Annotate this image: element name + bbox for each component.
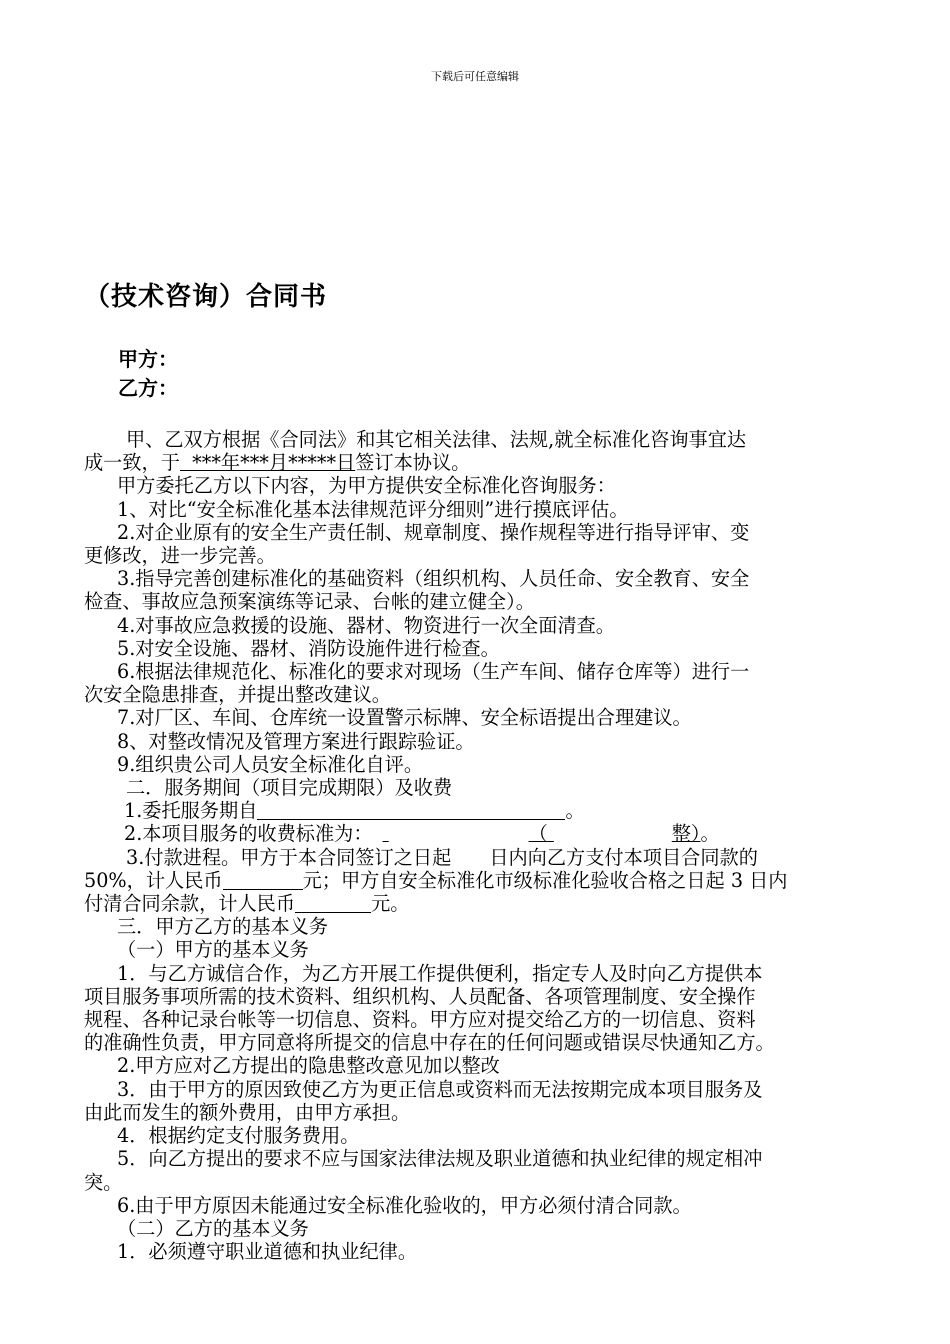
service-item-2: 2.对企业原有的安全生产责任制、规章制度、操作规程等进行指导评审、变 — [117, 520, 750, 544]
fee-words-blank — [548, 822, 672, 845]
party-a-duty-4: 4．根据约定支付服务费用。 — [117, 1124, 360, 1148]
payment-text-c: 50%，计人民币 — [84, 868, 223, 892]
contract-body — [84, 428, 874, 1263]
service-item-4: 4.对事故应急救援的设施、器材、物资进行一次全面清查。 — [117, 613, 615, 637]
section-3-1-heading: （一）甲方的基本义务 — [117, 938, 309, 962]
service-period-end: 。 — [565, 799, 585, 823]
party-a-duty-1-cont-3: 的准确性负责，甲方同意将所提交的信息中存在的任何问题或错误尽快通知乙方。 — [84, 1031, 775, 1055]
service-item-1: 1、对比“安全标准化基本法律规范评分细则”进行摸底评估。 — [117, 497, 629, 521]
payment-line-3 — [84, 892, 874, 915]
balance-payment-blank — [295, 894, 371, 913]
service-item-7: 7.对厂区、车间、仓库统一设置警示标牌、安全标语提出合理建议。 — [117, 706, 692, 730]
service-item-6: 6.根据法律规范化、标准化的要求对现场（生产车间、储存仓库等）进行一 — [117, 660, 750, 684]
sign-date: ***年***月*****日 — [179, 451, 356, 475]
intro-line-2 — [84, 451, 874, 474]
payment-line-2 — [84, 869, 874, 892]
party-a-duty-1-cont-1: 项目服务事项所需的技术资料、组织机构、人员配备、各项管理制度、安全操作 — [84, 984, 756, 1008]
fee-standard-line — [84, 822, 874, 845]
service-item-8: 8、对整改情况及管理方案进行跟踪验证。 — [117, 729, 475, 753]
party-a-duty-3-cont: 由此而发生的额外费用，由甲方承担。 — [84, 1100, 411, 1124]
fee-amount-blank — [383, 822, 529, 845]
service-item-9: 9.组织贵公司人员安全标准化自评。 — [117, 752, 424, 776]
party-a-duty-5-cont: 突。 — [84, 1170, 123, 1194]
payment-text-f: 元。 — [371, 892, 410, 916]
fee-gap — [373, 825, 383, 843]
party-a-duty-1: 1．与乙方诚信合作，为乙方开展工作提供便利，指定专人及时向乙方提供本 — [117, 961, 763, 985]
party-a-duty-2: 2.甲方应对乙方提出的隐患整改意见加以整改 — [117, 1054, 500, 1078]
service-item-3: 3.指导完善创建标准化的基础资料（组织机构、人员任命、安全教育、安全 — [117, 567, 750, 591]
party-b-label: 乙方： — [118, 376, 178, 400]
intro-text-end: 签订本协议。 — [355, 451, 471, 475]
intro-line-1: 甲、乙双方根据《合同法》和其它相关法律、法规,就全标准化咨询事宜达 — [126, 428, 747, 451]
document-title: （技术咨询）合同书 — [84, 282, 328, 312]
service-period-label: 1.委托服务期自 — [124, 799, 258, 823]
party-a-duty-3: 3．由于甲方的原因致使乙方为更正信息或资料而无法按期完成本项目服务及 — [117, 1077, 763, 1101]
payment-line-1 — [84, 846, 874, 869]
first-payment-blank — [223, 871, 303, 890]
service-item-3-cont: 检查、事故应急预案演练等记录、台帐的建立健全）。 — [84, 590, 535, 614]
header-note: 下载后可任意编辑 — [431, 70, 519, 83]
payment-text-e: 付清合同余款，计人民币 — [84, 892, 296, 916]
party-a-label: 甲方： — [118, 347, 178, 371]
fee-paren-open: （ — [528, 822, 548, 846]
service-period-line — [84, 799, 874, 822]
section-3-2-heading: （二）乙方的基本义务 — [117, 1216, 309, 1240]
payment-text-d: 元；甲方自安全标准化市级标准化验收合格之日起 3 日内 — [302, 868, 788, 892]
section-3-heading: 三．甲方乙方的基本义务 — [117, 915, 329, 939]
commission-line: 甲方委托乙方以下内容，为甲方提供安全标准化咨询服务： — [117, 474, 616, 498]
party-a-duty-5: 5．向乙方提出的要求不应与国家法律法规及职业道德和执业纪律的规定相冲 — [117, 1147, 763, 1171]
service-item-2-cont: 更修改，进一步完善。 — [84, 544, 276, 568]
fee-paren-close: 整） — [671, 822, 701, 846]
service-item-5: 5.对安全设施、器材、消防设施件进行检查。 — [117, 636, 500, 660]
payment-text-b: 日内向乙方支付本项目合同款的 — [489, 845, 758, 869]
payment-text-a: 3.付款进程。甲方于本合同签订之日起 — [126, 845, 452, 869]
section-2-heading: 二．服务期间（项目完成期限）及收费 — [126, 776, 453, 800]
service-item-6-cont: 次安全隐患排查，并提出整改建议。 — [84, 683, 391, 707]
party-b-duty-1: 1．必须遵守职业道德和执业纪律。 — [117, 1240, 418, 1264]
intro-text: 成一致，于 — [84, 451, 180, 475]
party-a-duty-6: 6.由于甲方原因未能通过安全标准化验收的，甲方必须付清合同款。 — [117, 1193, 692, 1217]
party-a-duty-1-cont-2: 规程、各种记录台帐等一切信息、资料。甲方应对提交给乙方的一切信息、资料 — [84, 1008, 756, 1032]
fee-end: 。 — [700, 822, 720, 846]
service-period-blank — [257, 801, 565, 820]
fee-standard-label: 2.本项目服务的收费标准为： — [124, 822, 373, 846]
